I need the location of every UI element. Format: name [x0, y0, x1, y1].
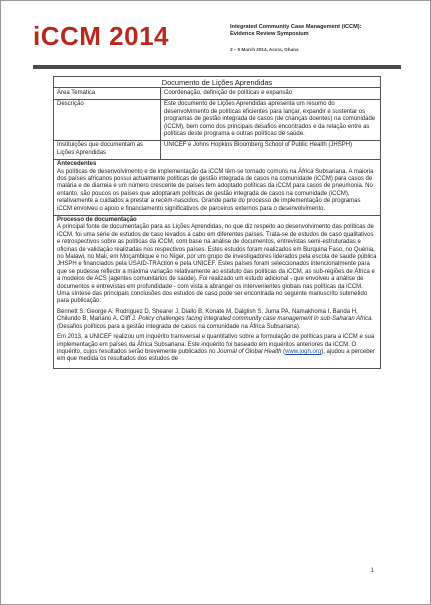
row-value: Este documento de Lições Aprendidas apresenta um resumo do desenvolvimento de políticas eficientes para lançar, expandir e sustentar os programas de gestão integrada de casos (de crianças doentes) na comunidade (iCCM), bem como dos principais desafios encontrados e da relação entre as políticas deste programa e outras políticas de saúde. — [161, 99, 381, 140]
paragraph-text: , ajudou a perceber em que medida os resultados dos estudos de — [57, 348, 375, 363]
header — [33, 21, 403, 65]
paragraph-text: Em 2013, a UNICEF realizou um inquérito transversal e quantitativo sobre a formulação de políticas para a iCCM e sua implementação em países da África Subsariana. Este inquérito foi baseado em inquéritos anteriores da iCCM. O inquérito, cujos resultados serão brevemente publicados no — [57, 334, 375, 355]
section-paragraph: Em 2013, a UNICEF realizou um inquérito transversal e quantitativo sobre a formulação de políticas para a iCCM e sua implementação em países da África Subsariana. Este inquérito foi baseado em inquéritos anteriores da iCCM. O inquérito, cujos resultados serão brevemente publicados no Journal of Global Health (www.jogh.org), ajudou a perceber em que medida os resultados dos estudos de — [57, 334, 375, 363]
antecedentes-section — [54, 159, 381, 215]
event-date: 3 – 5 March 2014, Accra, Ghana — [230, 47, 299, 52]
event-title — [230, 24, 410, 38]
citation — [57, 309, 377, 331]
section-heading: Antecedentes — [57, 161, 97, 168]
row-label: Área Temática — [54, 88, 161, 99]
page-number: 1 — [370, 568, 374, 574]
journal-name: Journal of Global Health — [217, 348, 282, 355]
table-row — [54, 215, 381, 369]
table-row — [54, 159, 381, 215]
section-text: As políticas de desenvolvimento e de implementação da iCCM têm-se tornado comuns na África Subsariana. A maioria dos países africanos possui actualmente políticas de gestão integrada de casos na comunidade (iCCM) para casos de malária e de diarreia e um número crescente de países tem adoptado políticas da iCCM para casos de pneumonia. No entanto, são poucos os países que adoptaram políticas de gestão integrada de casos na comunidade (iCCM), relativamente a cuidados a prestar a recém-nascidos. Grande parte do processo de implementação de programas iCCM envolveu o apoio e financiamento significativos de parceiros externos para o desenvolvimento. — [57, 168, 374, 212]
table-title-row — [54, 77, 381, 88]
row-label: Descrição — [54, 99, 161, 140]
row-value: UNICEF e Johns Hopkins Bloomberg School of Public Health (JHSPH) — [161, 140, 381, 159]
section-paragraph: A principal fonte de documentação para as Lições Aprendidas, no que diz respeito ao desenvolvimento das políticas de iCCM, foi uma série de estudos de caso levados a cabo em diferentes países. Trata-se de estudos de caso qualitativos e retrospectivos sobre as políticas da iCCM, com base na análise de documentos, entrevistas semi-estruturadas e oficinas de validação realizadas nos respectivos países. Estes estudos foram realizados em Burquina Faso, no Quénia, no Malawi, no Mali, em Moçambique e no Níger, por um grupo de investigadores liderados pela escola de saúde pública JHSPH e financiados pela USAID-TRAction e pela UNICEF. Estes países foram seleccionados intencionalmente para que se pudesse reflectir a máxima variação relativamente ao estatuto das políticas da iCCM, as sub-regiões de África e a modelos de ACS (agentes comunitários de saúde). Foi realizado um estudo adicional - que envolveu a análise de documentos e entrevistas em profundidade - com vista a abranger os intervenientes globais nas políticas da iCCM. Uma síntese das principais conclusões dos estudos de caso pode ser encontrada no seguinte manuscrito submetido para publicação: — [57, 224, 377, 305]
table-row — [54, 99, 381, 140]
table-row — [54, 88, 381, 99]
row-value: Coordenação, definição de políticas e expansão — [161, 88, 381, 99]
processo-section — [54, 215, 381, 369]
table-row — [54, 140, 381, 159]
event-title-line2: Evidence Review Symposium — [230, 31, 309, 37]
event-title-line1: Integrated Community Case Management (iCCM): — [230, 24, 362, 30]
citation-note: (Desafios políticos para a gestão integrada de casos na comunidade na África Subsariana). — [57, 323, 301, 330]
citation-authors: Bennett S. George A. Rodriguez D, Shearer J, Diallo B, Konate M, Dalglish S, Juma PA, Namakhoma I, Banda H, Chilundo B, Mariano A, Cliff J. — [57, 308, 358, 323]
event-logo: iCCM 2014 — [33, 21, 169, 51]
header-divider — [33, 65, 401, 69]
section-heading: Processo de documentação — [57, 217, 137, 223]
citation-title: Policy challenges facing integrated community case management in sub-Saharan Africa. — [138, 316, 374, 323]
lessons-table — [53, 76, 381, 369]
row-label: Instituições que documentam as Lições Aprendidas — [54, 140, 161, 159]
journal-link[interactable]: www.jogh.org — [285, 348, 322, 355]
document-title: Documento de Lições Aprendidas — [54, 77, 381, 88]
